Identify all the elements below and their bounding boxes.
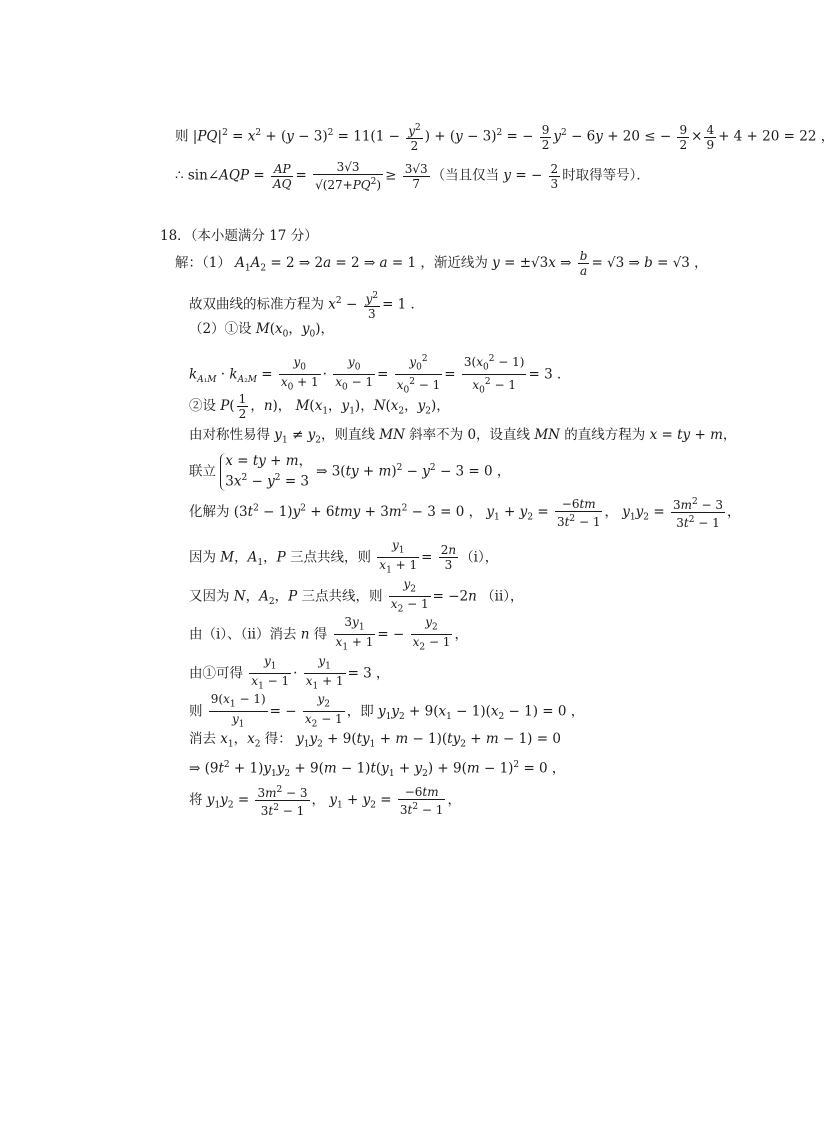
text-line: 由对称性易得 $y_1 \ne y_2$，则直线 MN 斜率不为 0，设直线 MN 的直线方程为 x = ty + m，: [189, 427, 737, 446]
text-line: 则 $|PQ|^2 = x^2 + (y - 3)^2 = 11(1$ − $\frac{y^2}{2}$ ) + $(y - 3)^2$ = − $\frac{9}{2}$ $y^2 - 6y + 20$ ≤ − $\frac{9}{2}$ × $\frac{4}{9}$ + 4 + 20 = 22 ，: [175, 122, 834, 153]
text-line: 则 $\frac{9(x_1 - 1)}{y_1}$ = − $\frac{y_2}{x_2 - 1}$ ，即 $y_1y_2 + 9(x_1 - 1)(x_2 - 1) = 0$ ，: [189, 692, 585, 730]
text-line: $k_{A_1M} \cdot k_{A_2M}$ = $\frac{y_0}{x_0 + 1}$ · $\frac{y_0}{x_0 - 1}$ = $\frac{y_0^2}{x_0^2 - 1}$ = $\frac{3(x_0^2 - 1)}{x_0^2 - 1}$ = 3 ．: [189, 354, 571, 396]
text-line: 化解为 $(3t^2 - 1)y^2 + 6tmy + 3m^2 - 3 = 0$ ， $y_1 + y_2$ = $\frac{-6tm}{3t^2 - 1}$ ， $y_1y_2$ = $\frac{3m^2 - 3}{3t^2 - 1}$ ，: [189, 496, 741, 530]
text-line: 故双曲线的标准方程为 $x^2$ − $\frac{y^2}{3}$ = 1 ．: [189, 291, 425, 321]
text-line: ②设 P( $\frac{1}{2}$ ，n)， $M(x_1$，$y_1$)，$N(x_2$，$y_2$)，: [189, 392, 450, 421]
text-line: ∴ sin∠AQP = $\frac{AP}{AQ}$ = $\frac{3√3}{√(27+PQ^2)}$ ≥ $\frac{3√3}{7}$ （当且仅当 y = − $\frac{2}{3}$ 时取得等号）．: [175, 160, 650, 192]
text-line: ⇒ $(9t^2 + 1)y_1y_2 + 9(m - 1)t(y_1 + y_2) + 9(m - 1)^2 = 0$ ，: [189, 760, 566, 780]
text-line: （2）①设 $M(x_0$，$y_0$)，: [189, 321, 335, 340]
text-line: 消去 $x_1$，$x_2$ 得： $y_1y_2 + 9(ty_1 + m - 1)(ty_2 + m - 1) = 0$: [189, 731, 561, 750]
text-line: 由①可得 $\frac{y_1}{x_1 - 1}$ · $\frac{y_1}{x_1 + 1}$ = 3 ，: [189, 654, 390, 692]
text-line: 解：（1） $A_1A_2 = 2$ ⇒ 2a = 2 ⇒ a = 1 ，渐近线为 y = ±√3x ⇒ $\frac{b}{a}$ = √3 ⇒ b = √3 ，: [175, 249, 708, 278]
text-line: 联立 x = ty + m， $3x^2 - y^2 = 3$ ⇒ $3(ty + m)^2 - y^2 - 3 = 0$ ，: [189, 453, 511, 490]
text-line: 将 $y_1y_2$ = $\frac{3m^2 - 3}{3t^2 - 1}$ ， $y_1 + y_2$ = $\frac{-6tm}{3t^2 - 1}$ ，: [189, 784, 461, 818]
question-heading: 18．（本小题满分 17 分）: [160, 228, 318, 244]
text-line: 又因为 N，$A_2$，P 三点共线，则 $\frac{y_2}{x_2 - 1}$ = −2n （ii），: [189, 577, 524, 615]
text-line: 因为 M，$A_1$，P 三点共线，则 $\frac{y_1}{x_1 + 1}$ = $\frac{2n}{3}$ （i），: [189, 538, 499, 576]
text-line: 由（i）、（ii）消去 n 得 $\frac{3y_1}{x_1 + 1}$ = − $\frac{y_2}{x_2 - 1}$ ，: [189, 615, 468, 653]
